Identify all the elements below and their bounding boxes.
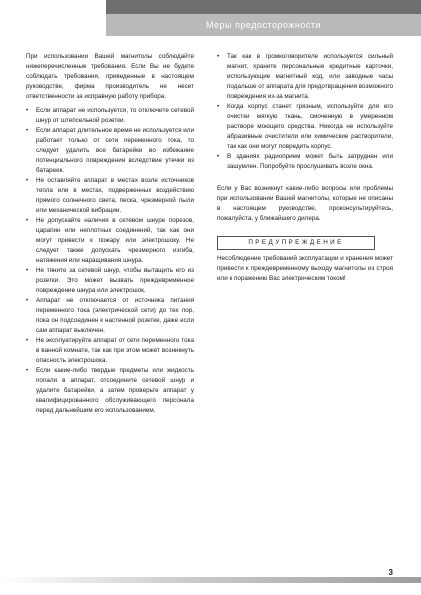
list-item: • Не эксплуатируйте аппарат от сети переменного тока в ванной комнате, так как при этом может возникнуть опасность электрошока. <box>26 336 194 366</box>
right-column <box>217 52 393 284</box>
precautions-list-right <box>217 52 393 172</box>
header-bar <box>106 0 421 14</box>
list-item: • В зданиях радиоприем может быть затруднен или зашумлен. Попробуйте прослушивать возле окна. <box>217 152 393 172</box>
list-item: • Так как в громкоговорителе используется сильный магнит, храните персональные кредитные карточки, использующие магнитный код, или заводные часы подальше от аппарата для предотвращения возможного повреждения из-за магнита. <box>217 52 393 102</box>
list-item: • Не допускайте наличия в сетевом шнуре порезов, царапин или неплотных соединений, так как они могут привести к пожару или электрошоку. Не следует также допускать чрезмерного изгиба, натяжения или наращивания шнура. <box>26 216 194 266</box>
left-column <box>26 52 194 416</box>
warning-text: Несоблюдение требований эксплуатации и хранения может привести к преждевременному выходу магнитолы из строя или к поражению Вас электрическим током! <box>217 255 393 282</box>
list-item: • Когда корпус станет грязным, используйте для его очистки мягкую ткань, смоченную в умеренном растворе моющего средства. Никогда не используйте абразивные очистители или химические растворители, так как они могут повредить корпус. <box>217 102 393 152</box>
page-title: Меры предосторожности <box>106 14 421 36</box>
list-item: • Если аппарат не используется, то отключите сетевой шнур от штепсельной розетки. <box>26 106 194 126</box>
questions-paragraph: Если у Вас возникнут какие-либо вопросы или проблемы при использовании Вашей магнитолы, которые не описаны в настоящем руководстве, проконсультируйтесь, пожалуйста, у ближайшего дилера. <box>217 185 393 222</box>
page-number: 3 <box>388 568 393 577</box>
list-item: • Если какие-либо твердые предметы или жидкость попали в аппарат, отсоедините сетевой шнур и удалите батарейки, а затем проверьте аппарат у квалифицированного обслуживающего персонала перед дальнейшим его использованием. <box>26 366 194 416</box>
warning-heading-box: ПРЕДУПРЕЖДЕНИЕ <box>217 236 375 250</box>
intro-paragraph: При использовании Вашей магнитолы соблюдайте нижеперечисленные требования. Если Вы не будете соблюдать требования, приведенные в настоящем руководстве, фирма производитель не несет ответственности за исправную работу прибора. <box>26 53 194 100</box>
precautions-list-left <box>26 106 194 416</box>
list-item: • Не оставляйте аппарат в местах возле источников тепла или в местах, подверженных воздействию прямого солнечного света, песка, чрезмерной пыли или механической вибрации. <box>26 176 194 216</box>
list-item: • Если аппарат длительное время не используется или работает только от сети переменного тока, то следует удалить все батарейки во избежание потенциального повреждения вследствие утечки из батареек. <box>26 126 194 176</box>
list-item: • Не тяните за сетевой шнур, чтобы вытащить его из розетки. Это может вызвать преждевременное повреждение шнура или электрошок. <box>26 266 194 296</box>
list-item: • Аппарат не отключается от источника питания переменного тока (электрической сети) до тех пор, пока он подсоединен к настенной розетке, даже если сам аппарат выключен. <box>26 296 194 336</box>
footer-bar <box>0 577 421 583</box>
